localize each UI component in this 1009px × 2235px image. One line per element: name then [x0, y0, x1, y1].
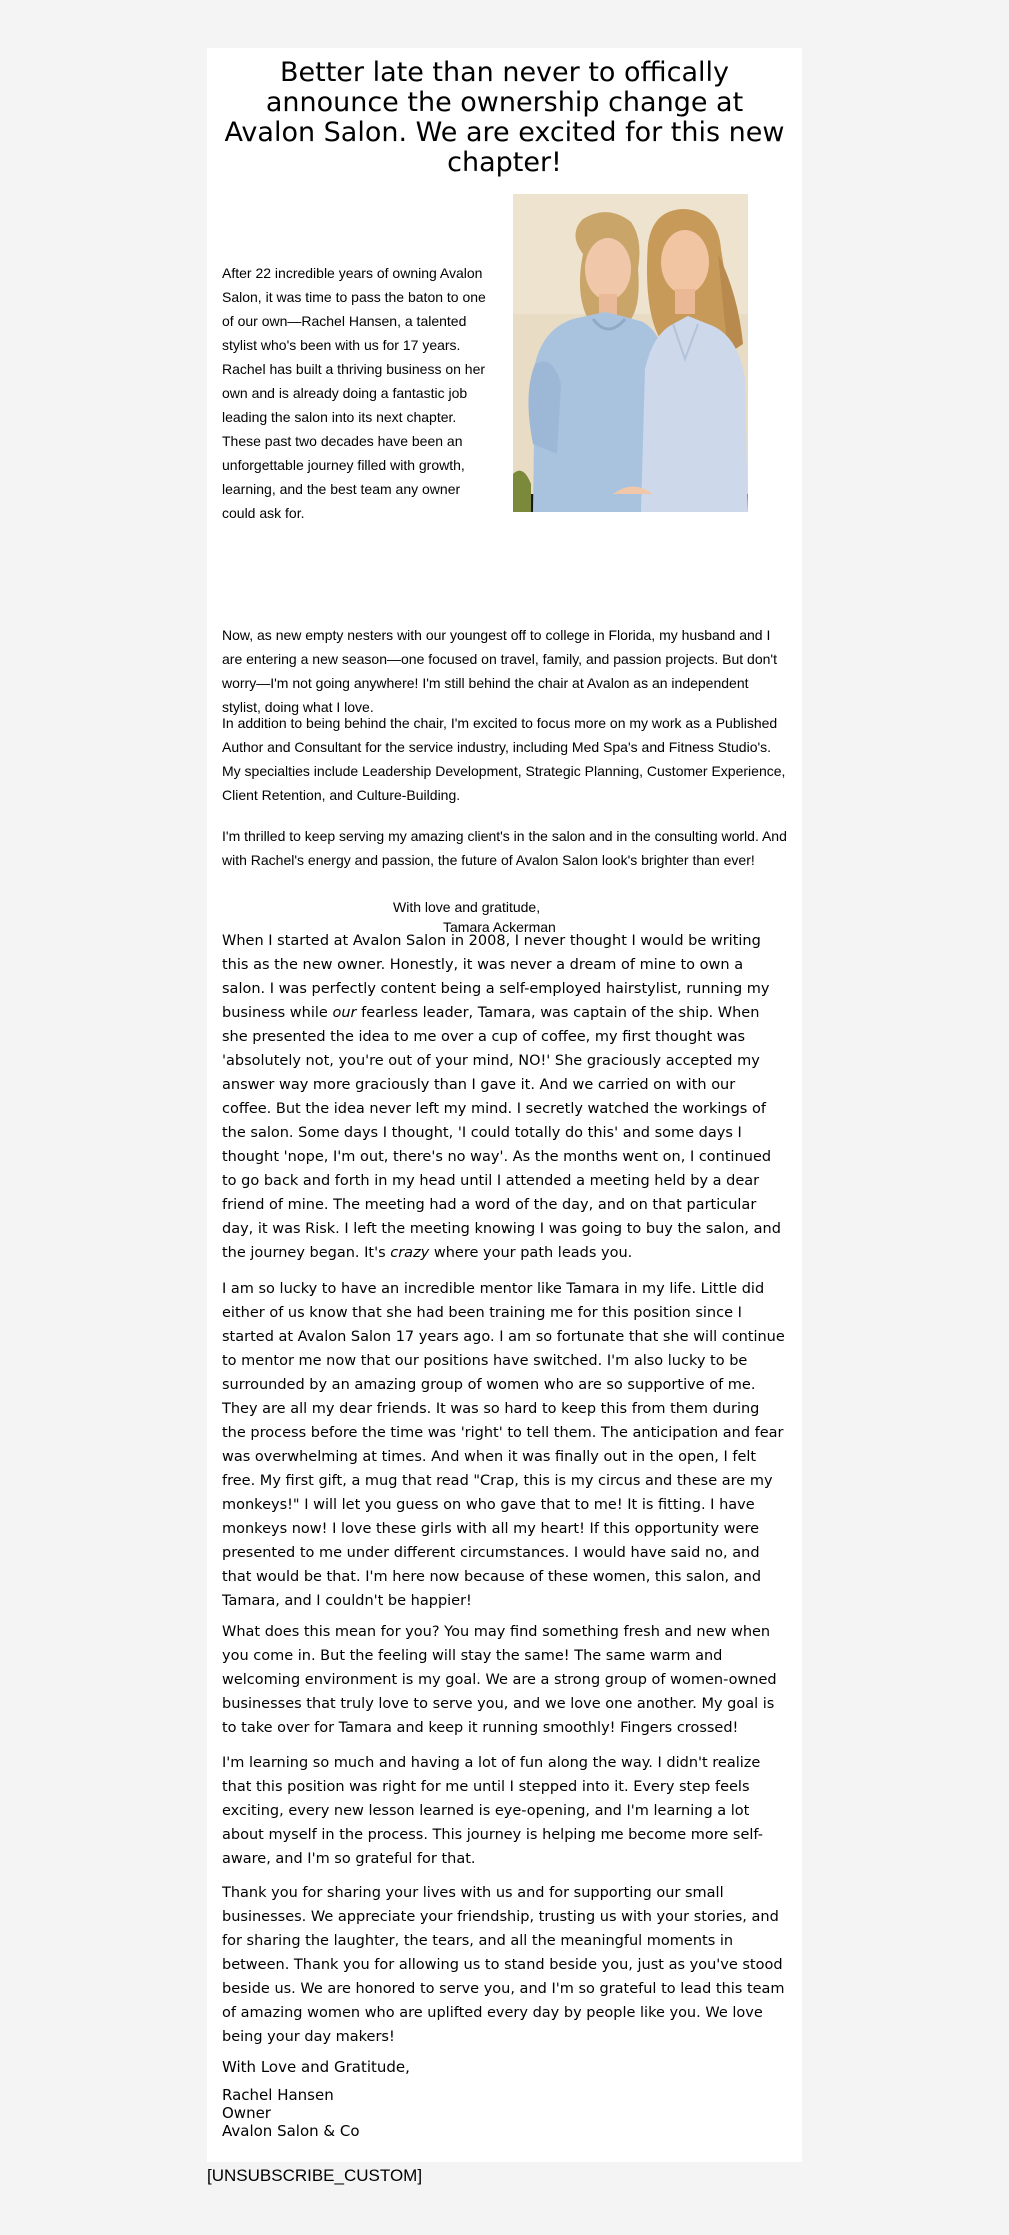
rachel-paragraph-1-emphasis-our: our	[332, 1005, 357, 1021]
rachel-paragraph-1-part-b: fearless leader, Tamara, was captain of the ship. When she presented the idea to me over a cup of coffee, my first thought was 'absolutely not, you're out of your mind, NO!' She graciously accepted my answer way more graciously than I gave it. And we carried on with our coffee. But the idea never left my mind. I secretly watched the workings of the salon. Some days I thought, 'I could totally do this' and some days I thought 'nope, I'm out, there's no way'. As the months went on, I continued to go back and forth in my head until I attended a meeting held by a dear friend of mine. The meeting had a word of the day, and on that particular day, it was Risk. I left the meeting knowing I was going to buy the salon, and the journey began. It's	[222, 1005, 781, 1261]
owners-photo-illustration	[513, 194, 748, 512]
rachel-paragraph-3: What does this mean for you? You may find something fresh and new when you come in. But the feeling will stay the same! The same warm and welcoming environment is my goal. We are a strong group of women-owned businesses that truly love to serve you, and we love one another. My goal is to take over for Tamara and keep it running smoothly! Fingers crossed!	[222, 1624, 777, 1736]
headline: Better late than never to offically announce the ownership change at Avalon Salon. We are excited for this new chapter!	[224, 57, 785, 178]
tamara-name: Tamara Ackerman	[443, 919, 556, 935]
email-card	[207, 48, 802, 2162]
tamara-paragraph-2: In addition to being behind the chair, I'm excited to focus more on my work as a Published Author and Consultant for the service industry, including Med Spa's and Fitness Studio's. My specialties include Leadership Development, Strategic Planning, Customer Experience, Client Retention, and Culture-Building.	[222, 715, 786, 803]
rachel-company: Avalon Salon & Co	[222, 2122, 360, 2140]
rachel-paragraph-5: Thank you for sharing your lives with us and for supporting our small businesses. We appreciate your friendship, trusting us with your stories, and for sharing the laughter, the tears, and all the meaningful moments in between. Thank you for allowing us to stand beside you, just as you've stood beside us. We are honored to serve you, and I'm so grateful to lead this team of amazing women who are uplifted every day by people like you. We love being your day makers!	[222, 1885, 785, 2045]
rachel-signoff: With Love and Gratitude,	[222, 2058, 410, 2076]
rachel-paragraph-1-emphasis-crazy: crazy	[390, 1245, 430, 1261]
rachel-name: Rachel Hansen	[222, 2086, 334, 2104]
rachel-paragraph-1	[222, 929, 787, 1265]
tamara-paragraph-1: Now, as new empty nesters with our youngest off to college in Florida, my husband and I are entering a new season—one focused on travel, family, and passion projects. But don't worry—I'm not going anywhere! I'm still behind the chair at Avalon as an independent stylist, doing what I love.	[222, 627, 777, 715]
rachel-paragraph-1-part-a: When I started at Avalon Salon in 2008, I never thought I would be writing this as the new owner. Honestly, it was never a dream of mine to own a salon. I was perfectly content being a self-employed hairstylist, running my business while	[222, 933, 770, 1021]
rachel-paragraph-2: I am so lucky to have an incredible mentor like Tamara in my life. Little did either of us know that she had been training me for this position since I started at Avalon Salon 17 years ago. I am so fortunate that she will continue to mentor me now that our positions have switched. I'm also lucky to be surrounded by an amazing group of women who are so supportive of me. They are all my dear friends. It was so hard to keep this from them during the process before the time was 'right' to tell them. The anticipation and fear was overwhelming at times. And when it was finally out in the open, I felt free. My first gift, a mug that read "Crap, this is my circus and these are my monkeys!" I will let you guess on who gave that to me! It is fitting. I have monkeys now! I love these girls with all my heart! If this opportunity were presented to me under different circumstances. I would have said no, and that would be that. I'm here now because of these women, this salon, and Tamara, and I couldn't be happier!	[222, 1281, 785, 1609]
rachel-paragraph-4: I'm learning so much and having a lot of fun along the way. I didn't realize that this position was right for me until I stepped into it. Every step feels exciting, every new lesson learned is eye-opening, and I'm learning a lot about myself in the process. This journey is helping me become more self-aware, and I'm so grateful for that.	[222, 1755, 763, 1867]
rachel-title: Owner	[222, 2104, 271, 2122]
owners-photo	[513, 194, 748, 512]
tamara-signoff: With love and gratitude,	[393, 899, 541, 915]
rachel-paragraph-1-part-c: where your path leads you.	[429, 1245, 633, 1261]
tamara-paragraph-3: I'm thrilled to keep serving my amazing client's in the salon and in the consulting world. And with Rachel's energy and passion, the future of Avalon Salon look's brighter than ever!	[222, 828, 787, 868]
unsubscribe-link[interactable]: [UNSUBSCRIBE_CUSTOM]	[207, 2166, 423, 2185]
intro-paragraph: After 22 incredible years of owning Avalon Salon, it was time to pass the baton to one of our own—Rachel Hansen, a talented stylist who's been with us for 17 years. Rachel has built a thriving business on her own and is already doing a fantastic job leading the salon into its next chapter. These past two decades have been an unforgettable journey filled with growth, learning, and the best team any owner could ask for.	[222, 265, 486, 521]
